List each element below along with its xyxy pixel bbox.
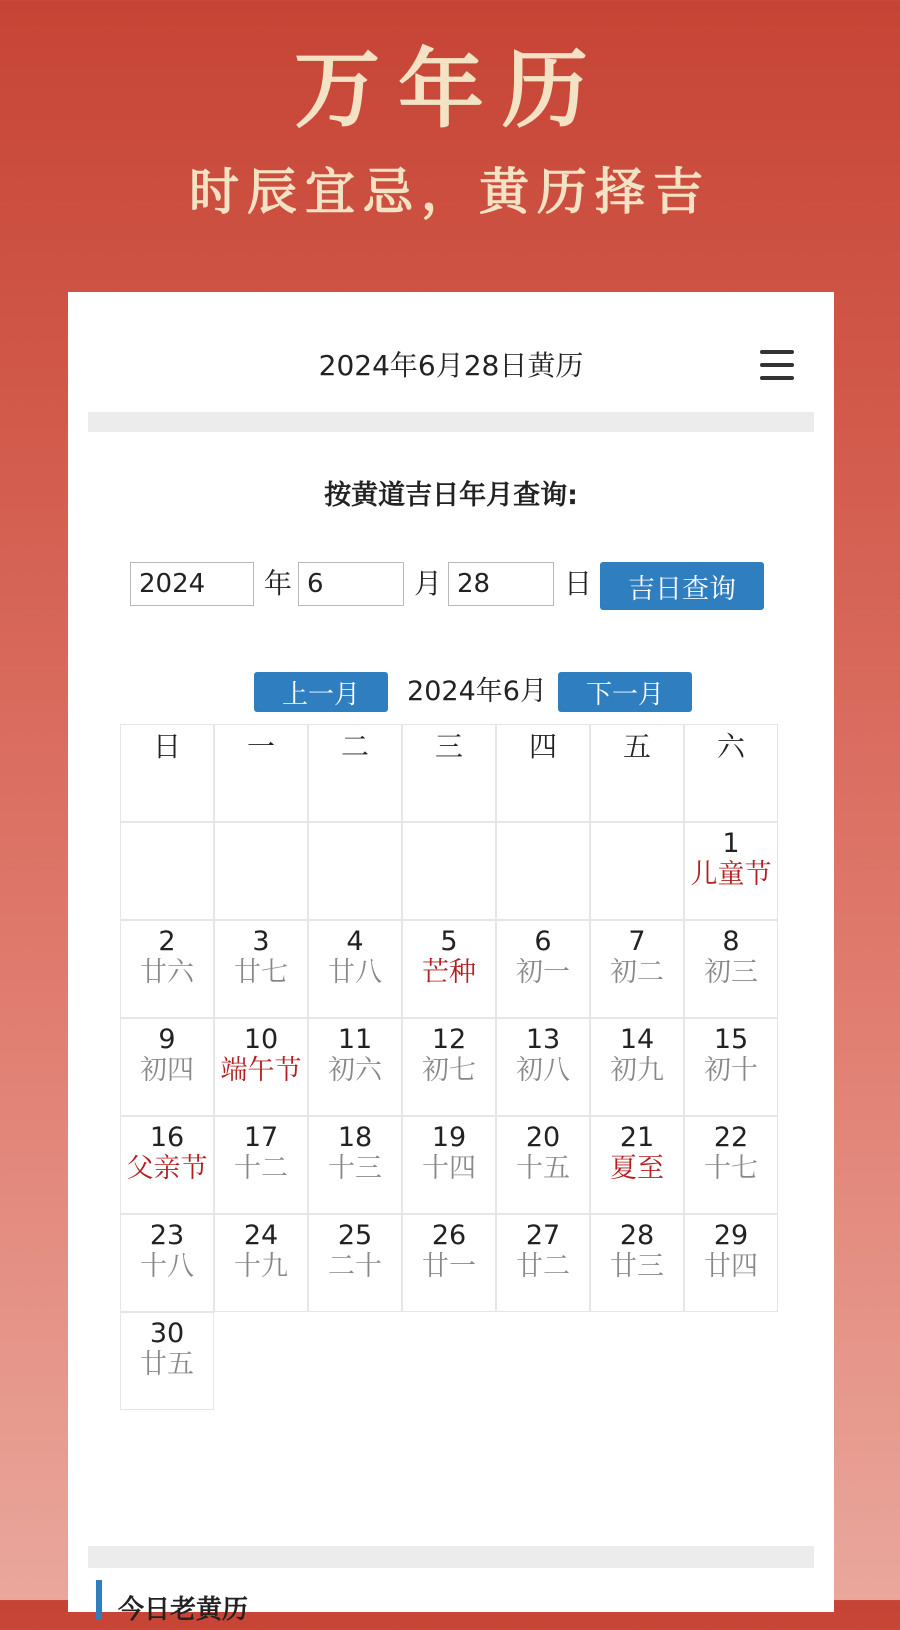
day-cell[interactable] xyxy=(214,1018,308,1116)
year-input[interactable] xyxy=(130,562,254,606)
lunar-date: 廿八 xyxy=(328,957,382,988)
day-number: 17 xyxy=(243,1122,279,1153)
day-number: 13 xyxy=(525,1024,561,1055)
day-cell[interactable] xyxy=(308,920,402,1018)
day-cell[interactable] xyxy=(684,1214,778,1312)
day-number: 9 xyxy=(158,1024,176,1055)
day-number: 1 xyxy=(722,828,740,859)
lunar-date: 初十 xyxy=(704,1055,758,1086)
festival-label: 端午节 xyxy=(220,1055,302,1086)
day-cell[interactable] xyxy=(684,1018,778,1116)
query-title: 按黄道吉日年月查询: xyxy=(324,480,578,511)
day-number: 5 xyxy=(440,926,458,957)
lunar-date: 初一 xyxy=(516,957,570,988)
lunar-date: 廿三 xyxy=(610,1251,664,1282)
day-number: 20 xyxy=(525,1122,561,1153)
lunar-date: 廿七 xyxy=(234,957,288,988)
prev-month-button[interactable]: 上一月 xyxy=(254,672,388,712)
lunar-date: 十七 xyxy=(704,1153,758,1184)
day-cell[interactable] xyxy=(496,1018,590,1116)
day-number: 15 xyxy=(713,1024,749,1055)
lunar-date: 十三 xyxy=(328,1153,382,1184)
day-cell[interactable] xyxy=(684,920,778,1018)
calendar-grid xyxy=(120,724,778,1410)
weekday-header: 四 xyxy=(496,724,590,822)
lunar-date: 初二 xyxy=(610,957,664,988)
day-number: 25 xyxy=(337,1220,373,1251)
day-number: 12 xyxy=(431,1024,467,1055)
day-cell[interactable] xyxy=(496,920,590,1018)
weekday-header: 三 xyxy=(402,724,496,822)
day-cell[interactable] xyxy=(402,1018,496,1116)
day-number: 8 xyxy=(722,926,740,957)
empty-day-cell xyxy=(496,822,590,920)
lunar-date: 初八 xyxy=(516,1055,570,1086)
day-number: 18 xyxy=(337,1122,373,1153)
day-cell[interactable] xyxy=(120,1116,214,1214)
year-unit-label: 年 xyxy=(264,567,293,600)
day-number: 24 xyxy=(243,1220,279,1251)
festival-label: 夏至 xyxy=(610,1153,664,1184)
day-number: 28 xyxy=(619,1220,655,1251)
day-cell[interactable] xyxy=(590,1214,684,1312)
next-month-button[interactable]: 下一月 xyxy=(558,672,692,712)
hamburger-menu-icon[interactable] xyxy=(760,350,794,380)
day-cell[interactable] xyxy=(308,1214,402,1312)
day-number: 27 xyxy=(525,1220,561,1251)
day-cell[interactable] xyxy=(402,920,496,1018)
day-cell[interactable] xyxy=(590,1018,684,1116)
day-cell[interactable] xyxy=(120,1312,214,1410)
day-cell[interactable] xyxy=(214,1116,308,1214)
lunar-date: 廿六 xyxy=(140,957,194,988)
festival-label: 芒种 xyxy=(422,957,476,988)
lunar-date: 初六 xyxy=(328,1055,382,1086)
section-divider-bottom xyxy=(88,1546,814,1568)
lunar-date: 二十 xyxy=(328,1251,382,1282)
day-cell[interactable] xyxy=(214,920,308,1018)
day-number: 3 xyxy=(252,926,270,957)
day-cell[interactable] xyxy=(214,1214,308,1312)
empty-day-cell xyxy=(590,822,684,920)
day-number: 26 xyxy=(431,1220,467,1251)
weekday-header: 六 xyxy=(684,724,778,822)
day-number: 11 xyxy=(337,1024,373,1055)
lunar-date: 十四 xyxy=(422,1153,476,1184)
page-title: 2024年6月28日黄历 xyxy=(318,349,584,382)
weekday-header: 五 xyxy=(590,724,684,822)
empty-day-cell xyxy=(308,822,402,920)
search-lucky-day-button[interactable]: 吉日查询 xyxy=(600,562,764,610)
day-number: 22 xyxy=(713,1122,749,1153)
empty-day-cell xyxy=(120,822,214,920)
lunar-date: 廿一 xyxy=(422,1251,476,1282)
lunar-date: 廿二 xyxy=(516,1251,570,1282)
day-number: 6 xyxy=(534,926,552,957)
lunar-date: 初七 xyxy=(422,1055,476,1086)
lunar-date: 廿四 xyxy=(704,1251,758,1282)
day-number: 10 xyxy=(243,1024,279,1055)
day-cell[interactable] xyxy=(402,1214,496,1312)
day-number: 21 xyxy=(619,1122,655,1153)
weekday-header: 日 xyxy=(120,724,214,822)
weekday-header: 一 xyxy=(214,724,308,822)
day-cell[interactable] xyxy=(120,920,214,1018)
day-cell[interactable] xyxy=(496,1116,590,1214)
lunar-date: 初九 xyxy=(610,1055,664,1086)
festival-label: 父亲节 xyxy=(126,1153,208,1184)
day-number: 4 xyxy=(346,926,364,957)
day-number: 2 xyxy=(158,926,176,957)
day-cell[interactable] xyxy=(308,1018,402,1116)
day-cell[interactable] xyxy=(684,1116,778,1214)
day-cell[interactable] xyxy=(402,1116,496,1214)
heading-accent-bar xyxy=(96,1580,102,1620)
day-input[interactable] xyxy=(448,562,554,606)
day-number: 14 xyxy=(619,1024,655,1055)
weekday-header: 二 xyxy=(308,724,402,822)
lunar-date: 廿五 xyxy=(140,1349,194,1380)
day-number: 29 xyxy=(713,1220,749,1251)
day-cell[interactable] xyxy=(684,822,778,920)
month-input[interactable] xyxy=(298,562,404,606)
lunar-date: 十九 xyxy=(234,1251,288,1282)
day-cell[interactable] xyxy=(496,1214,590,1312)
day-cell[interactable] xyxy=(590,1116,684,1214)
hero-subtitle: 时辰宜忌，黄历择吉 xyxy=(189,162,711,221)
day-number: 30 xyxy=(149,1318,185,1349)
day-number: 7 xyxy=(628,926,646,957)
current-month-label: 2024年6月 xyxy=(407,676,547,707)
lunar-date: 十五 xyxy=(516,1153,570,1184)
today-almanac-heading xyxy=(96,1580,796,1625)
day-number: 23 xyxy=(149,1220,185,1251)
empty-day-cell xyxy=(214,822,308,920)
lunar-date: 初四 xyxy=(140,1055,194,1086)
section-divider xyxy=(88,412,814,432)
day-cell[interactable] xyxy=(120,1214,214,1312)
today-almanac-title: 今日老黄历 xyxy=(118,1595,249,1625)
day-cell[interactable] xyxy=(120,1018,214,1116)
month-unit-label: 月 xyxy=(414,567,443,600)
lunar-date: 十二 xyxy=(234,1153,288,1184)
day-unit-label: 日 xyxy=(564,567,593,600)
empty-day-cell xyxy=(402,822,496,920)
day-number: 19 xyxy=(431,1122,467,1153)
card-header xyxy=(68,292,834,412)
hero-title: 万年历 xyxy=(294,39,606,140)
day-number: 16 xyxy=(149,1122,185,1153)
day-cell[interactable] xyxy=(590,920,684,1018)
lunar-date: 十八 xyxy=(140,1251,194,1282)
lunar-date: 初三 xyxy=(704,957,758,988)
day-cell[interactable] xyxy=(308,1116,402,1214)
festival-label: 儿童节 xyxy=(690,859,772,890)
